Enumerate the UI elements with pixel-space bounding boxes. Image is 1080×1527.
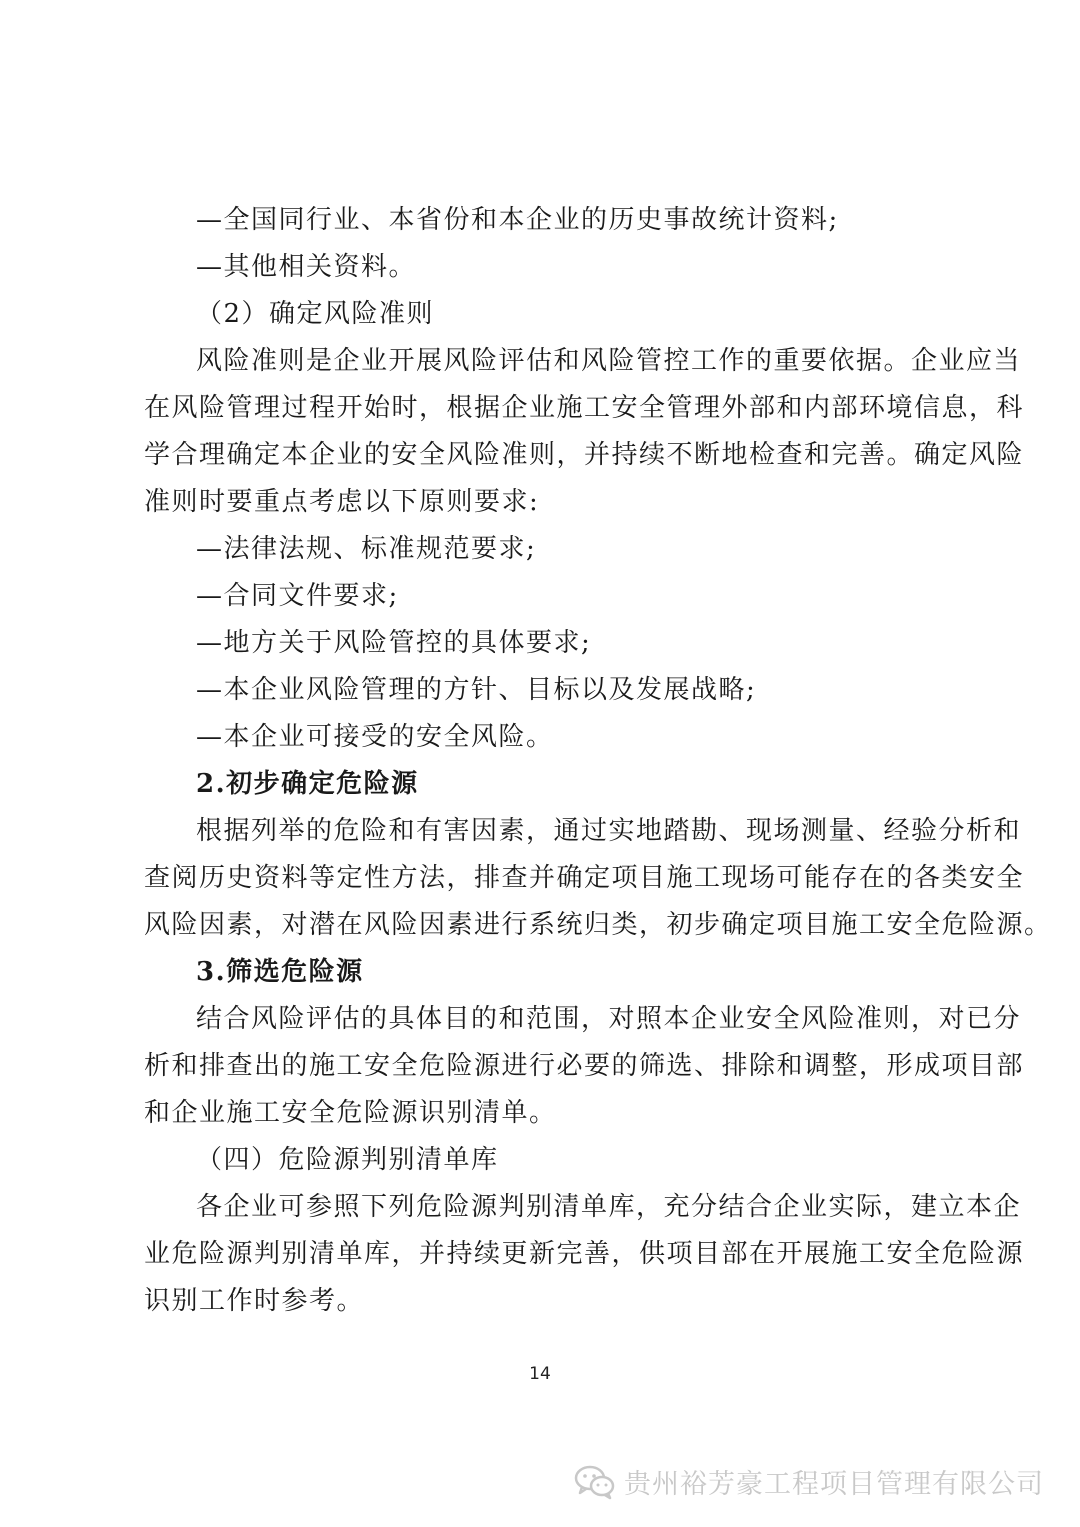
section-heading: 3.筛选危险源 [196, 957, 364, 987]
watermark-text: 贵州裕芳豪工程项目管理有限公司 [624, 1469, 1044, 1500]
text-line: 风险准则是企业开展风险评估和风险管控工作的重要依据。企业应当 [196, 346, 1022, 376]
wechat-icon [574, 1464, 616, 1500]
text-line: 根据列举的危险和有害因素，通过实地踏勘、现场测量、经验分析和 [196, 816, 1022, 846]
text-line: 学合理确定本企业的安全风险准则，并持续不断地检查和完善。确定风险 [144, 440, 1025, 470]
text-line: 准则时要重点考虑以下原则要求: [144, 487, 540, 517]
text-line: 业危险源判别清单库，并持续更新完善，供项目部在开展施工安全危险源 [144, 1239, 1025, 1269]
text-line: （四）危险源判别清单库 [196, 1145, 499, 1175]
text-line: —地方关于风险管控的具体要求; [196, 628, 592, 658]
document-body [144, 197, 1052, 1325]
watermark [574, 1462, 1044, 1501]
text-line: （2）确定风险准则 [196, 299, 435, 329]
text-line: —全国同行业、本省份和本企业的历史事故统计资料; [196, 205, 839, 235]
text-line: 析和排查出的施工安全危险源进行必要的筛选、排除和调整，形成项目部 [144, 1051, 1025, 1081]
text-line: —本企业可接受的安全风险。 [196, 722, 554, 752]
page-number: 14 [529, 1364, 551, 1384]
text-line: 风险因素，对潜在风险因素进行系统归类，初步确定项目施工安全危险源。 [144, 910, 1052, 940]
text-line: —本企业风险管理的方针、目标以及发展战略; [196, 675, 757, 705]
text-line: 在风险管理过程开始时，根据企业施工安全管理外部和内部环境信息，科 [144, 393, 1025, 423]
text-line: 查阅历史资料等定性方法，排查并确定项目施工现场可能存在的各类安全 [144, 863, 1025, 893]
text-line: 结合风险评估的具体目的和范围，对照本企业安全风险准则，对已分 [196, 1004, 1022, 1034]
text-line: —其他相关资料。 [196, 252, 417, 282]
section-heading: 2.初步确定危险源 [196, 769, 419, 799]
text-line: —合同文件要求; [196, 581, 399, 611]
text-line: —法律法规、标准规范要求; [196, 534, 537, 564]
text-line: 和企业施工安全危险源识别清单。 [144, 1098, 557, 1128]
text-line: 识别工作时参考。 [144, 1286, 365, 1316]
text-line: 各企业可参照下列危险源判别清单库，充分结合企业实际，建立本企 [196, 1192, 1022, 1222]
